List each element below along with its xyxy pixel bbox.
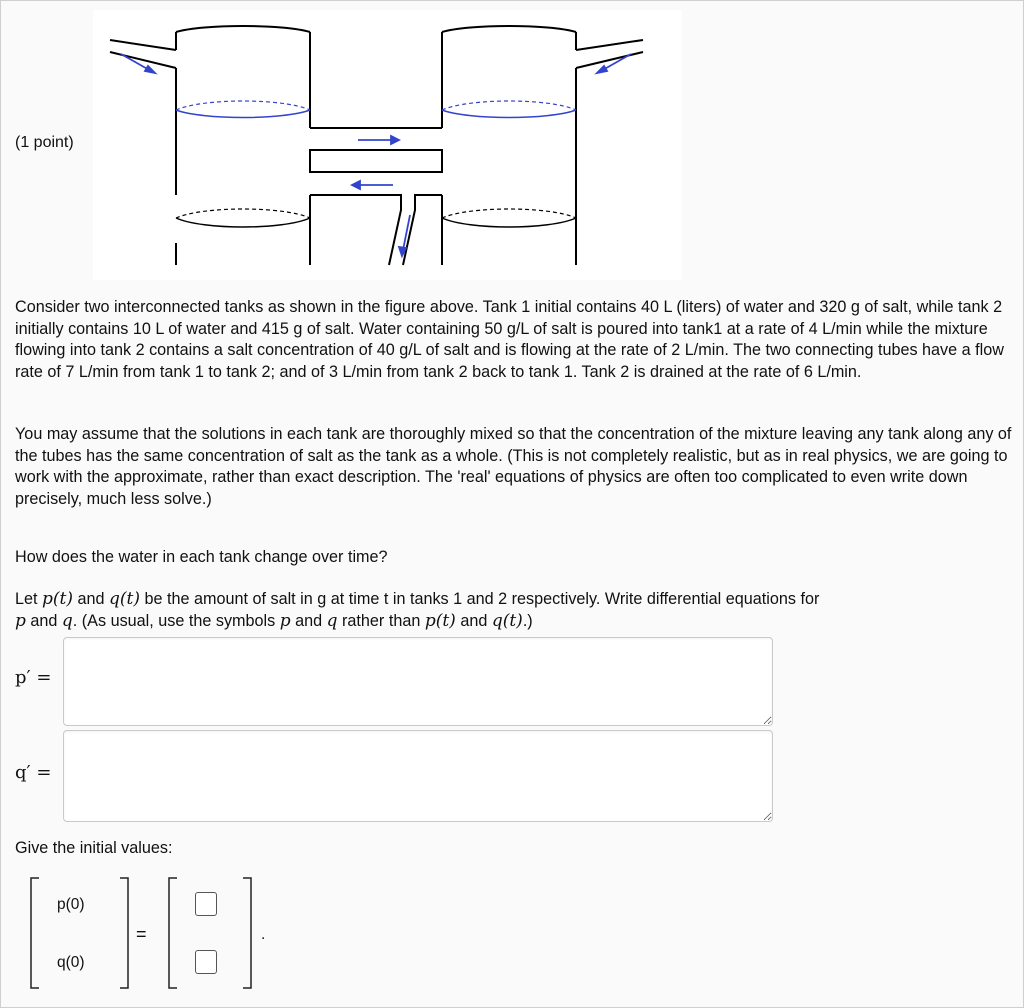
p0-label: p(0) — [57, 896, 85, 913]
q-prime-input[interactable] — [63, 730, 773, 822]
instr-let: Let — [15, 590, 38, 608]
instr-q-of-t2: q(t) — [491, 610, 523, 631]
p-prime-label: p′ = — [15, 667, 52, 688]
matrix-brackets — [21, 876, 281, 996]
instr-and4: and — [460, 611, 488, 630]
p0-input-box[interactable] — [195, 892, 217, 916]
q-prime-label: q′ = — [15, 762, 52, 783]
equals-sign: = — [136, 924, 147, 944]
q0-label: q(0) — [57, 954, 85, 971]
instr-p2: p — [279, 610, 291, 631]
p-prime-input[interactable] — [63, 637, 773, 726]
tank-figure — [93, 10, 682, 280]
instructions-text — [15, 589, 1015, 632]
assumption-text: You may assume that the solutions in each tank are thoroughly mixed so that the concentration of the mixture leaving any tank along any of the tubes has the same concentration of salt as the tank as a whole. (This is not completely realistic, but as in real physics, we are going to work with the approximate, rather than exact description. The 'real' equations of physics are often too complicated to even write down precisely, much less solve.) — [15, 425, 1012, 508]
instr-p: p — [15, 610, 26, 631]
instr-mid: be the amount of salt in g at time t in tanks 1 and 2 respectively. Write differential equations for — [144, 590, 820, 608]
problem-description: Consider two interconnected tanks as shown in the figure above. Tank 1 initial contains 40 L (liters) of water and 320 g of salt, while tank 2 initially contains 10 L of water and 415 g of salt. Water containing 50 g/L of salt is poured into tank1 at a rate of 4 L/min while the mixture flowing into tank 2 contains a salt concentration of 40 g/L of salt and is flowing at the rate of 2 L/min. The two connecting tubes have a flow rate of 7 L/min from tank 1 to tank 2; and of 3 L/min from tank 2 back to tank 1. Tank 2 is drained at the rate of 6 L/min. — [15, 298, 1004, 381]
point-value: (1 point) — [15, 134, 74, 151]
q0-input-box[interactable] — [195, 950, 217, 974]
instr-and1: and — [77, 590, 105, 608]
instr-p-of-t: p(t) — [42, 589, 73, 609]
tank-diagram — [93, 10, 682, 280]
instr-and3: and — [295, 611, 323, 630]
instr-q: q — [61, 610, 73, 631]
instr-end: .) — [522, 611, 533, 630]
instr-q-of-t: q(t) — [109, 589, 140, 609]
matrix-period: . — [261, 926, 266, 943]
initial-values-matrix — [21, 876, 281, 996]
instr-and2: and — [30, 611, 58, 630]
instr-usual: . (As usual, use the symbols — [72, 611, 276, 630]
question-text: How does the water in each tank change over time? — [15, 548, 388, 566]
initial-values-prompt: Give the initial values: — [15, 839, 173, 857]
instr-rather: rather than — [342, 611, 421, 630]
instr-q2: q — [326, 610, 338, 631]
instr-p-of-t2: p(t) — [424, 610, 456, 631]
